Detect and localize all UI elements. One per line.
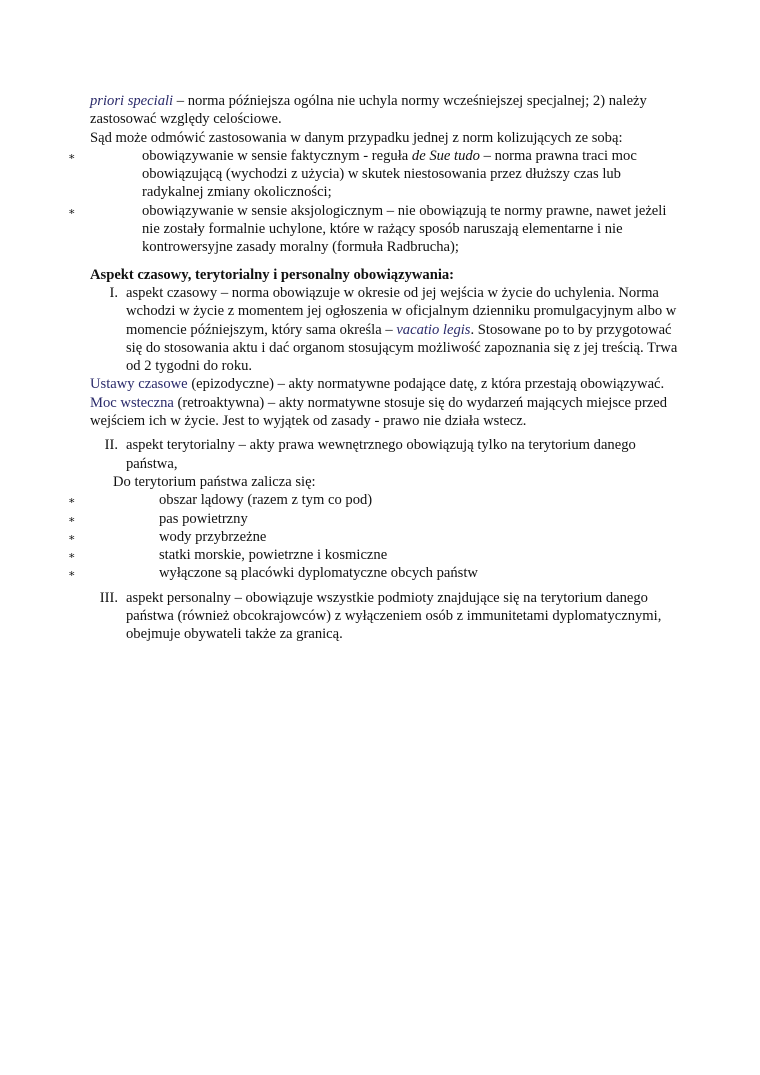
asterisk-bullet-icon: ∗	[68, 531, 76, 544]
section-heading: Aspekt czasowy, terytorialny i personalny obowiązywania:	[90, 266, 455, 283]
roman-numeral: II.	[104, 437, 118, 454]
asterisk-bullet-icon: ∗	[68, 568, 76, 581]
list-item: ∗ wyłączone są placówki dyplomatyczne obcych państw	[90, 564, 680, 582]
asterisk-bullet-icon: ∗	[68, 205, 76, 218]
section-temporal: I. aspekt czasowy – norma obowiązuje w okresie od jej wejścia w życie do uchylenia. Norma wchodzi w życie z momentem jej ogłoszenia w oficjalnym dzienniku promulgacyjnym albo w momencie późniejszym, który sama określa – vacatio legis. Stosowane po to by przygotować się do stosowania aktu i dać organom stosującym możliwość zapoznania się z jej treścią. Trwa od 2 tygodni do roku.	[90, 284, 680, 375]
intro-italic-term: priori speciali	[90, 93, 174, 109]
retroactive-paragraph: Moc wsteczna (retroaktywna) – akty normatywne stosuje się do wydarzeń mających miejsce przed wejściem ich w życie. Jest to wyjątek od zasady - prawo nie działa wstecz.	[90, 394, 668, 430]
list-item: ∗ obowiązywanie w sensie aksjologicznym – nie obowiązują te normy prawne, nawet jeżeli nie zostały formalnie uchylone, które w rażący sposób naruszają elementarne i nie kontrowersyjne zasady moralny (formuła Radbrucha);	[68, 202, 667, 256]
temporary-acts-term: Ustawy czasowe	[90, 376, 188, 393]
court-list	[68, 147, 680, 257]
asterisk-bullet-icon: ∗	[68, 150, 76, 163]
intro-paragraph	[90, 92, 680, 129]
list-item: ∗ obszar lądowy (razem z tym co pod)	[90, 491, 680, 509]
list-item: ∗ statki morskie, powietrzne i kosmiczne	[90, 546, 680, 564]
asterisk-bullet-icon: ∗	[68, 513, 76, 526]
asterisk-bullet-icon: ∗	[68, 495, 76, 508]
court-paragraph: Sąd może odmówić zastosowania w danym przypadku jednej z norm kolizujących ze sobą:	[90, 129, 623, 146]
territory-intro: Do terytorium państwa zalicza się:	[113, 473, 316, 490]
retroactive-term: Moc wsteczna	[90, 394, 174, 411]
territory-list	[68, 491, 680, 582]
section-personal: III. aspekt personalny – obowiązuje wszystkie podmioty znajdujące się na terytorium danego państwa (również obcokrajowców) z wyłączeniem osób z immunitetami dyplomatycznymi, obejmuje obywateli także za granicą.	[90, 589, 680, 644]
asterisk-bullet-icon: ∗	[68, 550, 76, 563]
latin-term: de Sue tudo	[411, 147, 480, 164]
roman-numeral: III.	[99, 589, 118, 606]
list-item: ∗ obowiązywanie w sensie faktycznym - reguła de Sue tudo – norma prawna traci moc obowiązującą (wychodzi z użycia) w skutek niestosowania przez dłuższy czas lub radykalnej zmiany okoliczności;	[68, 147, 637, 201]
list-item: ∗ wody przybrzeżne	[90, 528, 680, 546]
section-territorial: II. aspekt terytorialny – akty prawa wewnętrznego obowiązują tylko na terytorium danego państwa,	[90, 436, 680, 473]
roman-numeral: I.	[109, 284, 118, 301]
list-item: ∗ pas powietrzny	[90, 510, 680, 528]
temporary-acts-paragraph: Ustawy czasowe (epizodyczne) – akty normatywne podające datę, z która przestają obowiązywać.	[90, 376, 665, 393]
vacatio-legis-term: vacatio legis	[396, 321, 471, 338]
intro-text: – norma późniejsza ogólna nie uchyla normy wcześniejszej specjalnej; 2) należy zastosować względy celościowe.	[90, 93, 647, 128]
document-page	[68, 92, 680, 644]
